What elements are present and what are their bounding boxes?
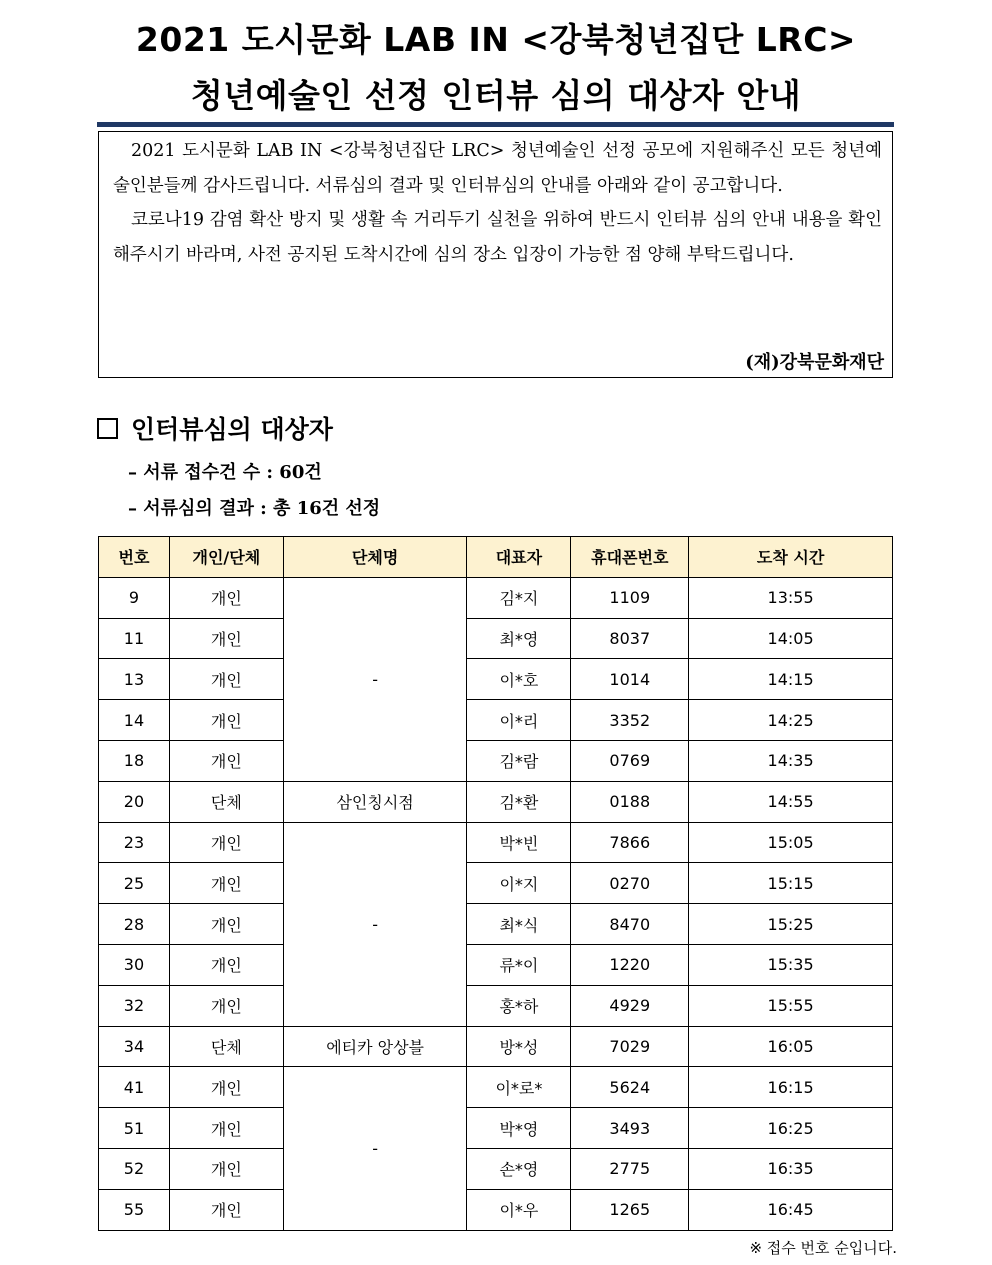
section-heading xyxy=(97,410,333,446)
table-row xyxy=(99,904,893,945)
cell-number: 55 xyxy=(99,1189,170,1230)
cell-representative: 이*리 xyxy=(467,700,571,741)
cell-number: 23 xyxy=(99,822,170,863)
cell-group-name: 삼인칭시점 xyxy=(283,781,467,822)
cell-type: 단체 xyxy=(169,1026,283,1067)
cell-number: 9 xyxy=(99,577,170,618)
cell-representative: 김*람 xyxy=(467,740,571,781)
cell-type: 개인 xyxy=(169,904,283,945)
notice-paragraph-2: 코로나19 감염 확산 방지 및 생활 속 거리두기 실천을 위하여 반드시 인터뷰 심의 안내 내용을 확인해주시기 바라며, 사전 공지된 도착시간에 심의 장소 입장이 가능한 점 양해 부탁드립니다. xyxy=(113,210,882,265)
table-row xyxy=(99,781,893,822)
cell-phone: 3493 xyxy=(571,1108,689,1149)
header-type: 개인/단체 xyxy=(169,537,283,578)
cell-phone: 8037 xyxy=(571,618,689,659)
cell-type: 개인 xyxy=(169,1108,283,1149)
cell-arrival-time: 15:15 xyxy=(689,863,893,904)
cell-arrival-time: 13:55 xyxy=(689,577,893,618)
cell-phone: 1220 xyxy=(571,944,689,985)
cell-arrival-time: 16:15 xyxy=(689,1067,893,1108)
cell-representative: 박*빈 xyxy=(467,822,571,863)
cell-arrival-time: 16:35 xyxy=(689,1148,893,1189)
cell-type: 단체 xyxy=(169,781,283,822)
cell-arrival-time: 15:05 xyxy=(689,822,893,863)
cell-type: 개인 xyxy=(169,659,283,700)
cell-number: 20 xyxy=(99,781,170,822)
cell-group-name: - xyxy=(283,822,467,1026)
interview-table xyxy=(98,536,893,1231)
cell-phone: 0188 xyxy=(571,781,689,822)
cell-phone: 7866 xyxy=(571,822,689,863)
header-number: 번호 xyxy=(99,537,170,578)
cell-arrival-time: 14:15 xyxy=(689,659,893,700)
cell-number: 18 xyxy=(99,740,170,781)
summary-applications: – 서류 접수건 수 : 60건 xyxy=(128,462,322,483)
cell-representative: 김*환 xyxy=(467,781,571,822)
table-row xyxy=(99,659,893,700)
cell-representative: 박*영 xyxy=(467,1108,571,1149)
cell-phone: 4929 xyxy=(571,985,689,1026)
table-row xyxy=(99,700,893,741)
cell-phone: 3352 xyxy=(571,700,689,741)
header-arrival-time: 도착 시간 xyxy=(689,537,893,578)
cell-number: 14 xyxy=(99,700,170,741)
cell-number: 13 xyxy=(99,659,170,700)
summary-selected: – 서류심의 결과 : 총 16건 선정 xyxy=(128,498,381,519)
cell-phone: 1265 xyxy=(571,1189,689,1230)
cell-phone: 0270 xyxy=(571,863,689,904)
cell-arrival-time: 15:25 xyxy=(689,904,893,945)
cell-representative: 이*로* xyxy=(467,1067,571,1108)
cell-type: 개인 xyxy=(169,944,283,985)
table-row xyxy=(99,1108,893,1149)
cell-arrival-time: 16:05 xyxy=(689,1026,893,1067)
cell-representative: 김*지 xyxy=(467,577,571,618)
table-row xyxy=(99,1026,893,1067)
cell-number: 51 xyxy=(99,1108,170,1149)
cell-number: 30 xyxy=(99,944,170,985)
cell-number: 11 xyxy=(99,618,170,659)
cell-phone: 7029 xyxy=(571,1026,689,1067)
cell-phone: 1109 xyxy=(571,577,689,618)
table-row xyxy=(99,618,893,659)
cell-phone: 1014 xyxy=(571,659,689,700)
cell-phone: 5624 xyxy=(571,1067,689,1108)
cell-type: 개인 xyxy=(169,985,283,1026)
cell-phone: 2775 xyxy=(571,1148,689,1189)
header-group-name: 단체명 xyxy=(283,537,467,578)
table-row xyxy=(99,822,893,863)
page-title-line1: 2021 도시문화 LAB IN <강북청년집단 LRC> xyxy=(135,20,857,59)
notice-box xyxy=(98,131,893,378)
cell-representative: 방*성 xyxy=(467,1026,571,1067)
cell-group-name: - xyxy=(283,1067,467,1230)
cell-arrival-time: 14:05 xyxy=(689,618,893,659)
table-row xyxy=(99,1067,893,1108)
table-row xyxy=(99,985,893,1026)
table-row xyxy=(99,863,893,904)
cell-representative: 최*영 xyxy=(467,618,571,659)
cell-type: 개인 xyxy=(169,740,283,781)
cell-representative: 이*우 xyxy=(467,1189,571,1230)
cell-arrival-time: 14:35 xyxy=(689,740,893,781)
table-row xyxy=(99,1148,893,1189)
cell-arrival-time: 14:55 xyxy=(689,781,893,822)
cell-type: 개인 xyxy=(169,577,283,618)
title-underline xyxy=(97,122,894,127)
cell-number: 28 xyxy=(99,904,170,945)
cell-phone: 0769 xyxy=(571,740,689,781)
cell-type: 개인 xyxy=(169,618,283,659)
cell-type: 개인 xyxy=(169,822,283,863)
cell-group-name: - xyxy=(283,577,467,781)
cell-number: 52 xyxy=(99,1148,170,1189)
section-heading-text: 인터뷰심의 대상자 xyxy=(131,415,333,444)
cell-arrival-time: 16:25 xyxy=(689,1108,893,1149)
cell-group-name: 에티카 앙상블 xyxy=(283,1026,467,1067)
cell-number: 32 xyxy=(99,985,170,1026)
cell-type: 개인 xyxy=(169,1148,283,1189)
cell-representative: 이*지 xyxy=(467,863,571,904)
cell-number: 34 xyxy=(99,1026,170,1067)
table-row xyxy=(99,944,893,985)
header-phone: 휴대폰번호 xyxy=(571,537,689,578)
cell-type: 개인 xyxy=(169,1067,283,1108)
table-row xyxy=(99,577,893,618)
header-representative: 대표자 xyxy=(467,537,571,578)
cell-number: 41 xyxy=(99,1067,170,1108)
cell-representative: 홍*하 xyxy=(467,985,571,1026)
cell-number: 25 xyxy=(99,863,170,904)
table-header-row xyxy=(99,537,893,578)
cell-type: 개인 xyxy=(169,863,283,904)
page-title-line2: 청년예술인 선정 인터뷰 심의 대상자 안내 xyxy=(190,76,802,115)
footnote: ※ 접수 번호 순입니다. xyxy=(749,1239,897,1257)
notice-signature: (재)강북문화재단 xyxy=(745,352,884,373)
cell-representative: 손*영 xyxy=(467,1148,571,1189)
cell-type: 개인 xyxy=(169,700,283,741)
cell-arrival-time: 15:55 xyxy=(689,985,893,1026)
cell-arrival-time: 15:35 xyxy=(689,944,893,985)
cell-arrival-time: 16:45 xyxy=(689,1189,893,1230)
cell-representative: 류*이 xyxy=(467,944,571,985)
cell-representative: 최*식 xyxy=(467,904,571,945)
table-row xyxy=(99,1189,893,1230)
cell-phone: 8470 xyxy=(571,904,689,945)
cell-representative: 이*호 xyxy=(467,659,571,700)
square-bullet-icon xyxy=(97,418,118,439)
cell-type: 개인 xyxy=(169,1189,283,1230)
notice-paragraph-1: 2021 도시문화 LAB IN <강북청년집단 LRC> 청년예술인 선정 공모에 지원해주신 모든 청년예술인분들께 감사드립니다. 서류심의 결과 및 인터뷰심의 안내를 아래와 같이 공고합니다. xyxy=(113,141,882,196)
table-row xyxy=(99,740,893,781)
cell-arrival-time: 14:25 xyxy=(689,700,893,741)
